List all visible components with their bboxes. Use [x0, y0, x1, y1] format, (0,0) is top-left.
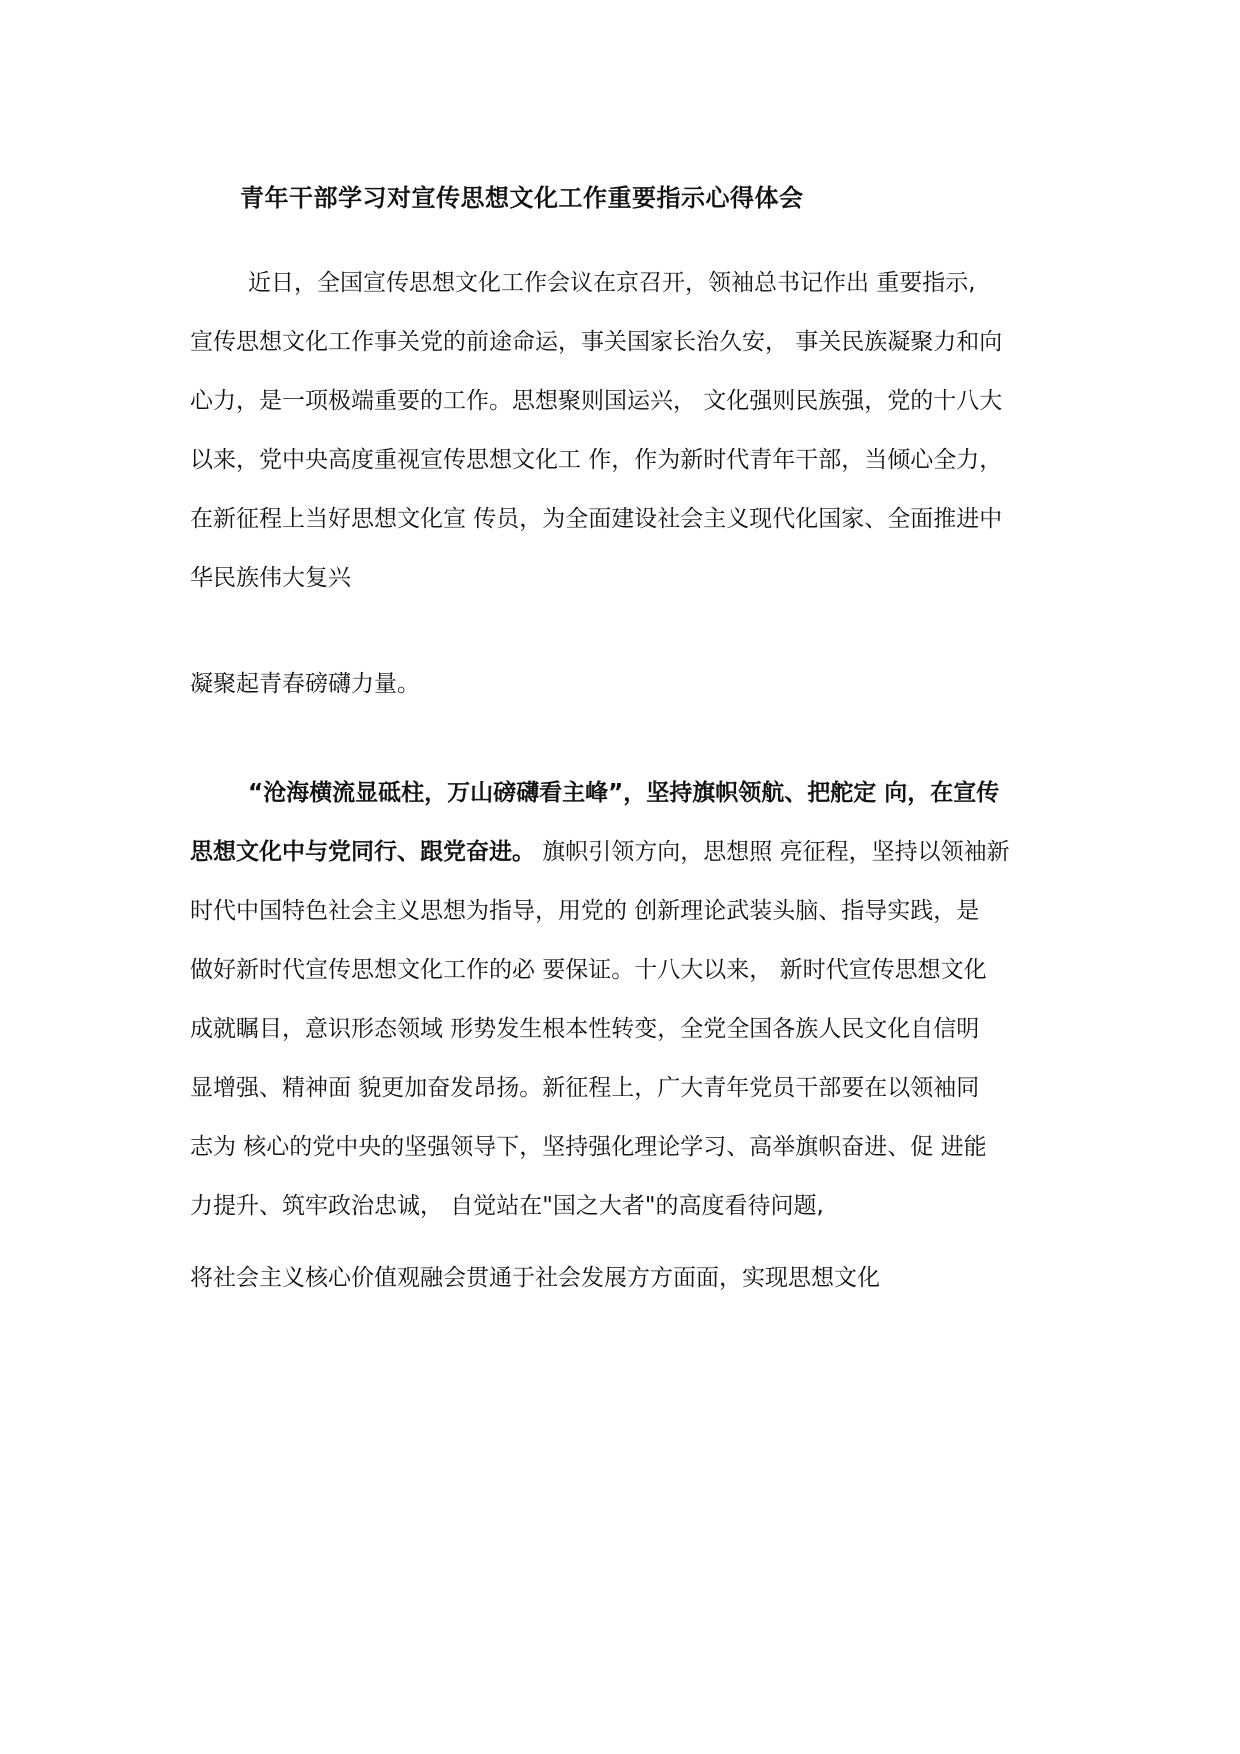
paragraph-line: 以来，党中央高度重视宣传思想文化工 作，作为新时代青年干部，当倾心全力，	[190, 447, 1003, 473]
paragraph-line: 力提升、筑牢政治忠诚， 自觉站在"国之大者"的高度看待问题,	[190, 1193, 824, 1219]
paragraph-heading-line: “沧海横流显砥柱，万山磅礴看主峰”，坚持旗帜领航、把舵定 向，在宣传	[248, 780, 1000, 806]
paragraph-line: 在新征程上当好思想文化宣 传员，为全面建设社会主义现代化国家、全面推进中	[190, 506, 1003, 532]
document-title: 青年干部学习对宣传思想文化工作重要指示心得体会	[240, 184, 804, 212]
paragraph-2-tail	[190, 1249, 1070, 1308]
paragraph-heading-end: 思想文化中与党同行、跟党奋进。	[190, 839, 535, 865]
paragraph-line: 心力，是一项极端重要的工作。思想聚则国运兴， 文化强则民族强，党的十八大	[190, 388, 1003, 414]
paragraph-line: 做好新时代宣传思想文化工作的必 要保证。十八大以来， 新时代宣传思想文化	[190, 957, 987, 983]
paragraph-line: 成就瞩目，意识形态领域 形势发生根本性转变，全党全国各族人民文化自信明	[190, 1016, 980, 1042]
paragraph-line: 近日，全国宣传思想文化工作会议在京召开，领袖总书记作出 重要指示,	[248, 270, 976, 296]
paragraph-line: 宣传思想文化工作事关党的前途命运，事关国家长治久安， 事关民族凝聚力和向	[190, 329, 1003, 355]
paragraph-line: 志为 核心的党中央的坚强领导下，坚持强化理论学习、高举旗帜奋进、促 进能	[190, 1134, 987, 1160]
paragraph-line: 显增强、精神面 貌更加奋发昂扬。新征程上，广大青年党员干部要在以领袖同	[190, 1075, 980, 1101]
paragraph-line: 华民族伟大复兴	[190, 565, 351, 591]
paragraph-1-tail	[190, 655, 1070, 714]
paragraph-1	[190, 254, 1070, 608]
paragraph-2	[190, 764, 1070, 1236]
paragraph-line-rest: 旗帜引领方向，思想照 亮征程，坚持以领袖新	[535, 839, 1010, 865]
paragraph-line	[190, 823, 1070, 882]
paragraph-line: 时代中国特色社会主义思想为指导，用党的 创新理论武装头脑、指导实践，是	[190, 898, 980, 924]
paragraph-line: 将社会主义核心价值观融会贯通于社会发展方方面面，实现思想文化	[190, 1265, 880, 1291]
paragraph-line: 凝聚起青春磅礴力量。	[190, 671, 420, 697]
